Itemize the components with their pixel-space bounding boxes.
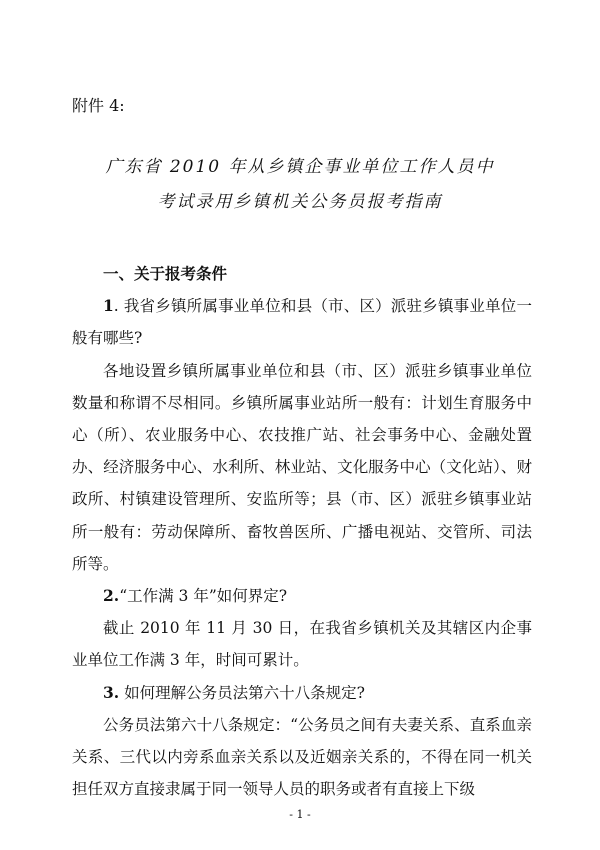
answer-1: 各地设置乡镇所属事业单位和县（市、区）派驻乡镇事业单位数量和称谓不尽相同。乡镇所属事业站所一般有：计划生育服务中心（所）、农业服务中心、农技推广站、社会事务中心、金融处置办、经济服务中心、水利所、林业站、文化服务中心（文化站）、财政所、村镇建设管理所、安监所等；县（市、区）派驻乡镇事业站所一般有：劳动保障所、畜牧兽医所、广播电视站、交管所、司法所等。 [72, 361, 532, 573]
question-1 [72, 290, 532, 354]
question-3 [72, 677, 532, 709]
question-2 [72, 580, 532, 612]
document-body [72, 258, 532, 805]
title-line-2: 考试录用乡镇机关公务员报考指南 [157, 192, 443, 212]
page-number: - 1 - [289, 808, 311, 821]
answer-2: 截止 2010 年 11 月 30 日，在我省乡镇机关及其辖区内企事业单位工作满 3 年，时间可累计。 [72, 619, 532, 670]
question-2-text: “工作满 3 年”如何界定? [119, 587, 288, 606]
answer-3: 公务员法第六十八条规定：“公务员之间有夫妻关系、直系血亲关系、三代以内旁系血亲关系以及近姻亲关系的，不得在同一机关担任双方直接隶属于同一领导人员的职务或者有直接上下级 [72, 715, 532, 799]
title-line-1: 广东省 2010 年从乡镇企事业单位工作人员中 [105, 157, 495, 177]
question-2-number: 2. [103, 586, 120, 606]
section-heading: 一、关于报考条件 [103, 264, 228, 283]
question-3-text: 如何理解公务员法第六十八条规定? [119, 683, 365, 702]
attachment-label: 附件 4: [72, 96, 125, 115]
question-1-text: . 我省乡镇所属事业单位和县（市、区）派驻乡镇事业单位一般有哪些? [72, 297, 532, 348]
question-3-number: 3. [103, 682, 120, 702]
question-1-number: 1 [103, 296, 114, 316]
